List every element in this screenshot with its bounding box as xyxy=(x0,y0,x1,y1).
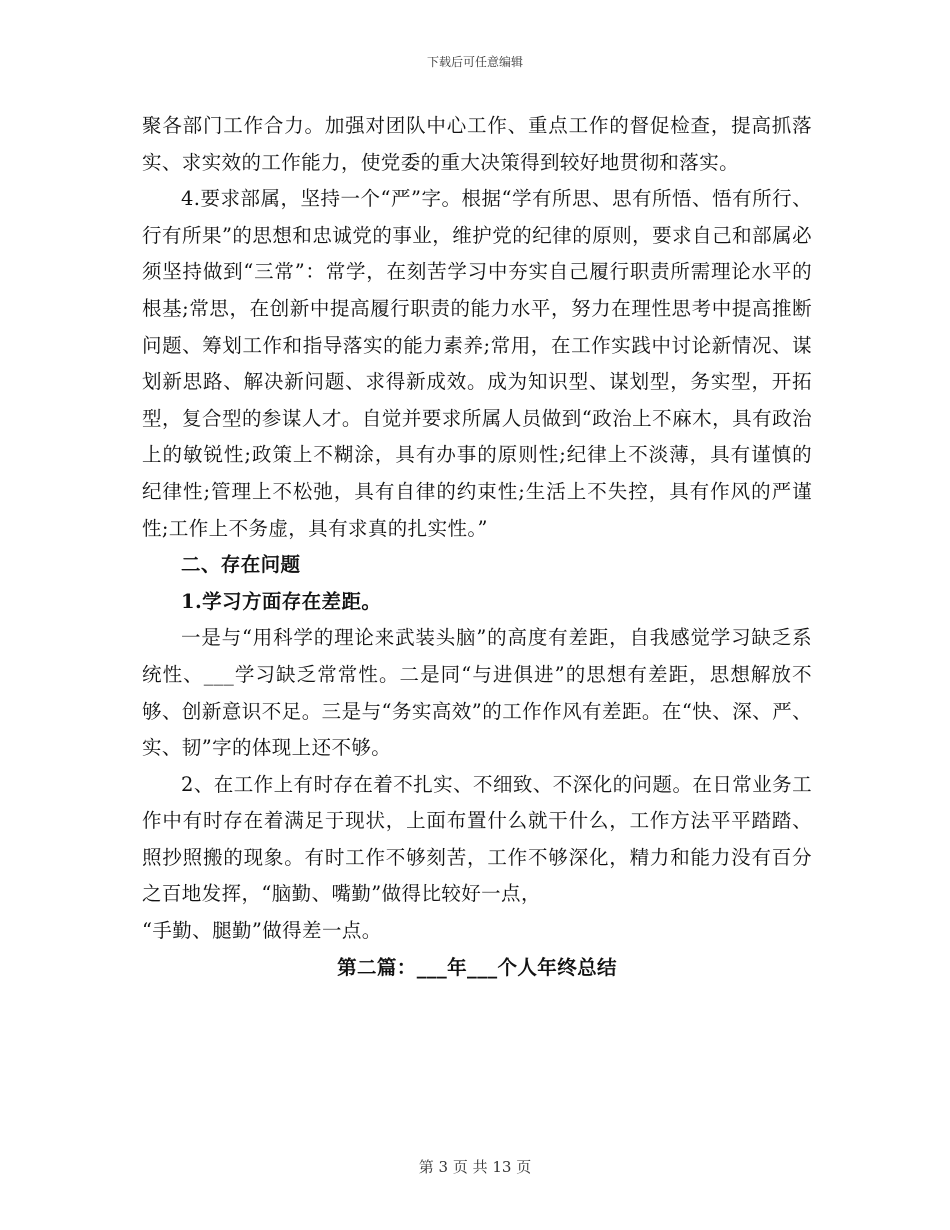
subheading-study-gap: 1.学习方面存在差距。 xyxy=(181,589,382,613)
page-header-note: 下载后可任意编辑 xyxy=(426,55,523,69)
page-footer-number: 第 3 页 共 13 页 xyxy=(418,1158,532,1176)
section-heading-problems: 二、存在问题 xyxy=(181,553,301,577)
chapter-title: 第二篇：___年___个人年终总结 xyxy=(337,955,617,979)
document-body xyxy=(142,108,812,986)
paragraph-work-issues: 2、在工作上有时存在着不扎实、不细致、不深化的问题。在日常业务工作中有时存在着满足于现状，上面布置什么就干什么，工作方法平平踏踏、照抄照搬的现象。有时工作不够刻苦，工作不够深化，精力和能力没有百分之百地发挥，“脑勤、嘴勤”做得比较好一点， xyxy=(142,772,812,906)
paragraph-item-4: 4.要求部属，坚持一个“严”字。根据“学有所思、思有所悟、悟有所行、行有所果”的思想和忠诚党的事业，维护党的纪律的原则，要求自己和部属必须坚持做到“三常”：常学，在刻苦学习中夯实自己履行职责所需理论水平的根基;常思，在创新中提高履行职责的能力水平，努力在理性思考中提高推断问题、筹划工作和指导落实的能力素养;常用，在工作实践中讨论新情况、谋划新思路、解决新问题、求得新成效。成为知识型、谋划型，务实型，开拓型，复合型的参谋人才。自觉并要求所属人员做到“政治上不麻木，具有政治上的敏锐性;政策上不糊涂，具有办事的原则性;纪律上不淡薄，具有谨慎的纪律性;管理上不松弛，具有自律的约束性;生活上不失控，具有作风的严谨性;工作上不务虚，具有求真的扎实性。” xyxy=(142,187,812,540)
paragraph-study-gap: 一是与“用科学的理论来武装头脑”的高度有差距，自我感觉学习缺乏系统性、___学习缺乏常常性。二是同“与进俱进”的思想有差距，思想解放不够、创新意识不足。三是与“务实高效”的工作作风有差距。在“快、深、严、实、韧”字的体现上还不够。 xyxy=(142,626,812,760)
paragraph-work-issues-end: “手勤、腿勤”做得差一点。 xyxy=(142,919,382,943)
paragraph-continuation: 聚各部门工作合力。加强对团队中心工作、重点工作的督促检查，提高抓落实、求实效的工作能力，使党委的重大决策得到较好地贯彻和落实。 xyxy=(142,114,812,174)
